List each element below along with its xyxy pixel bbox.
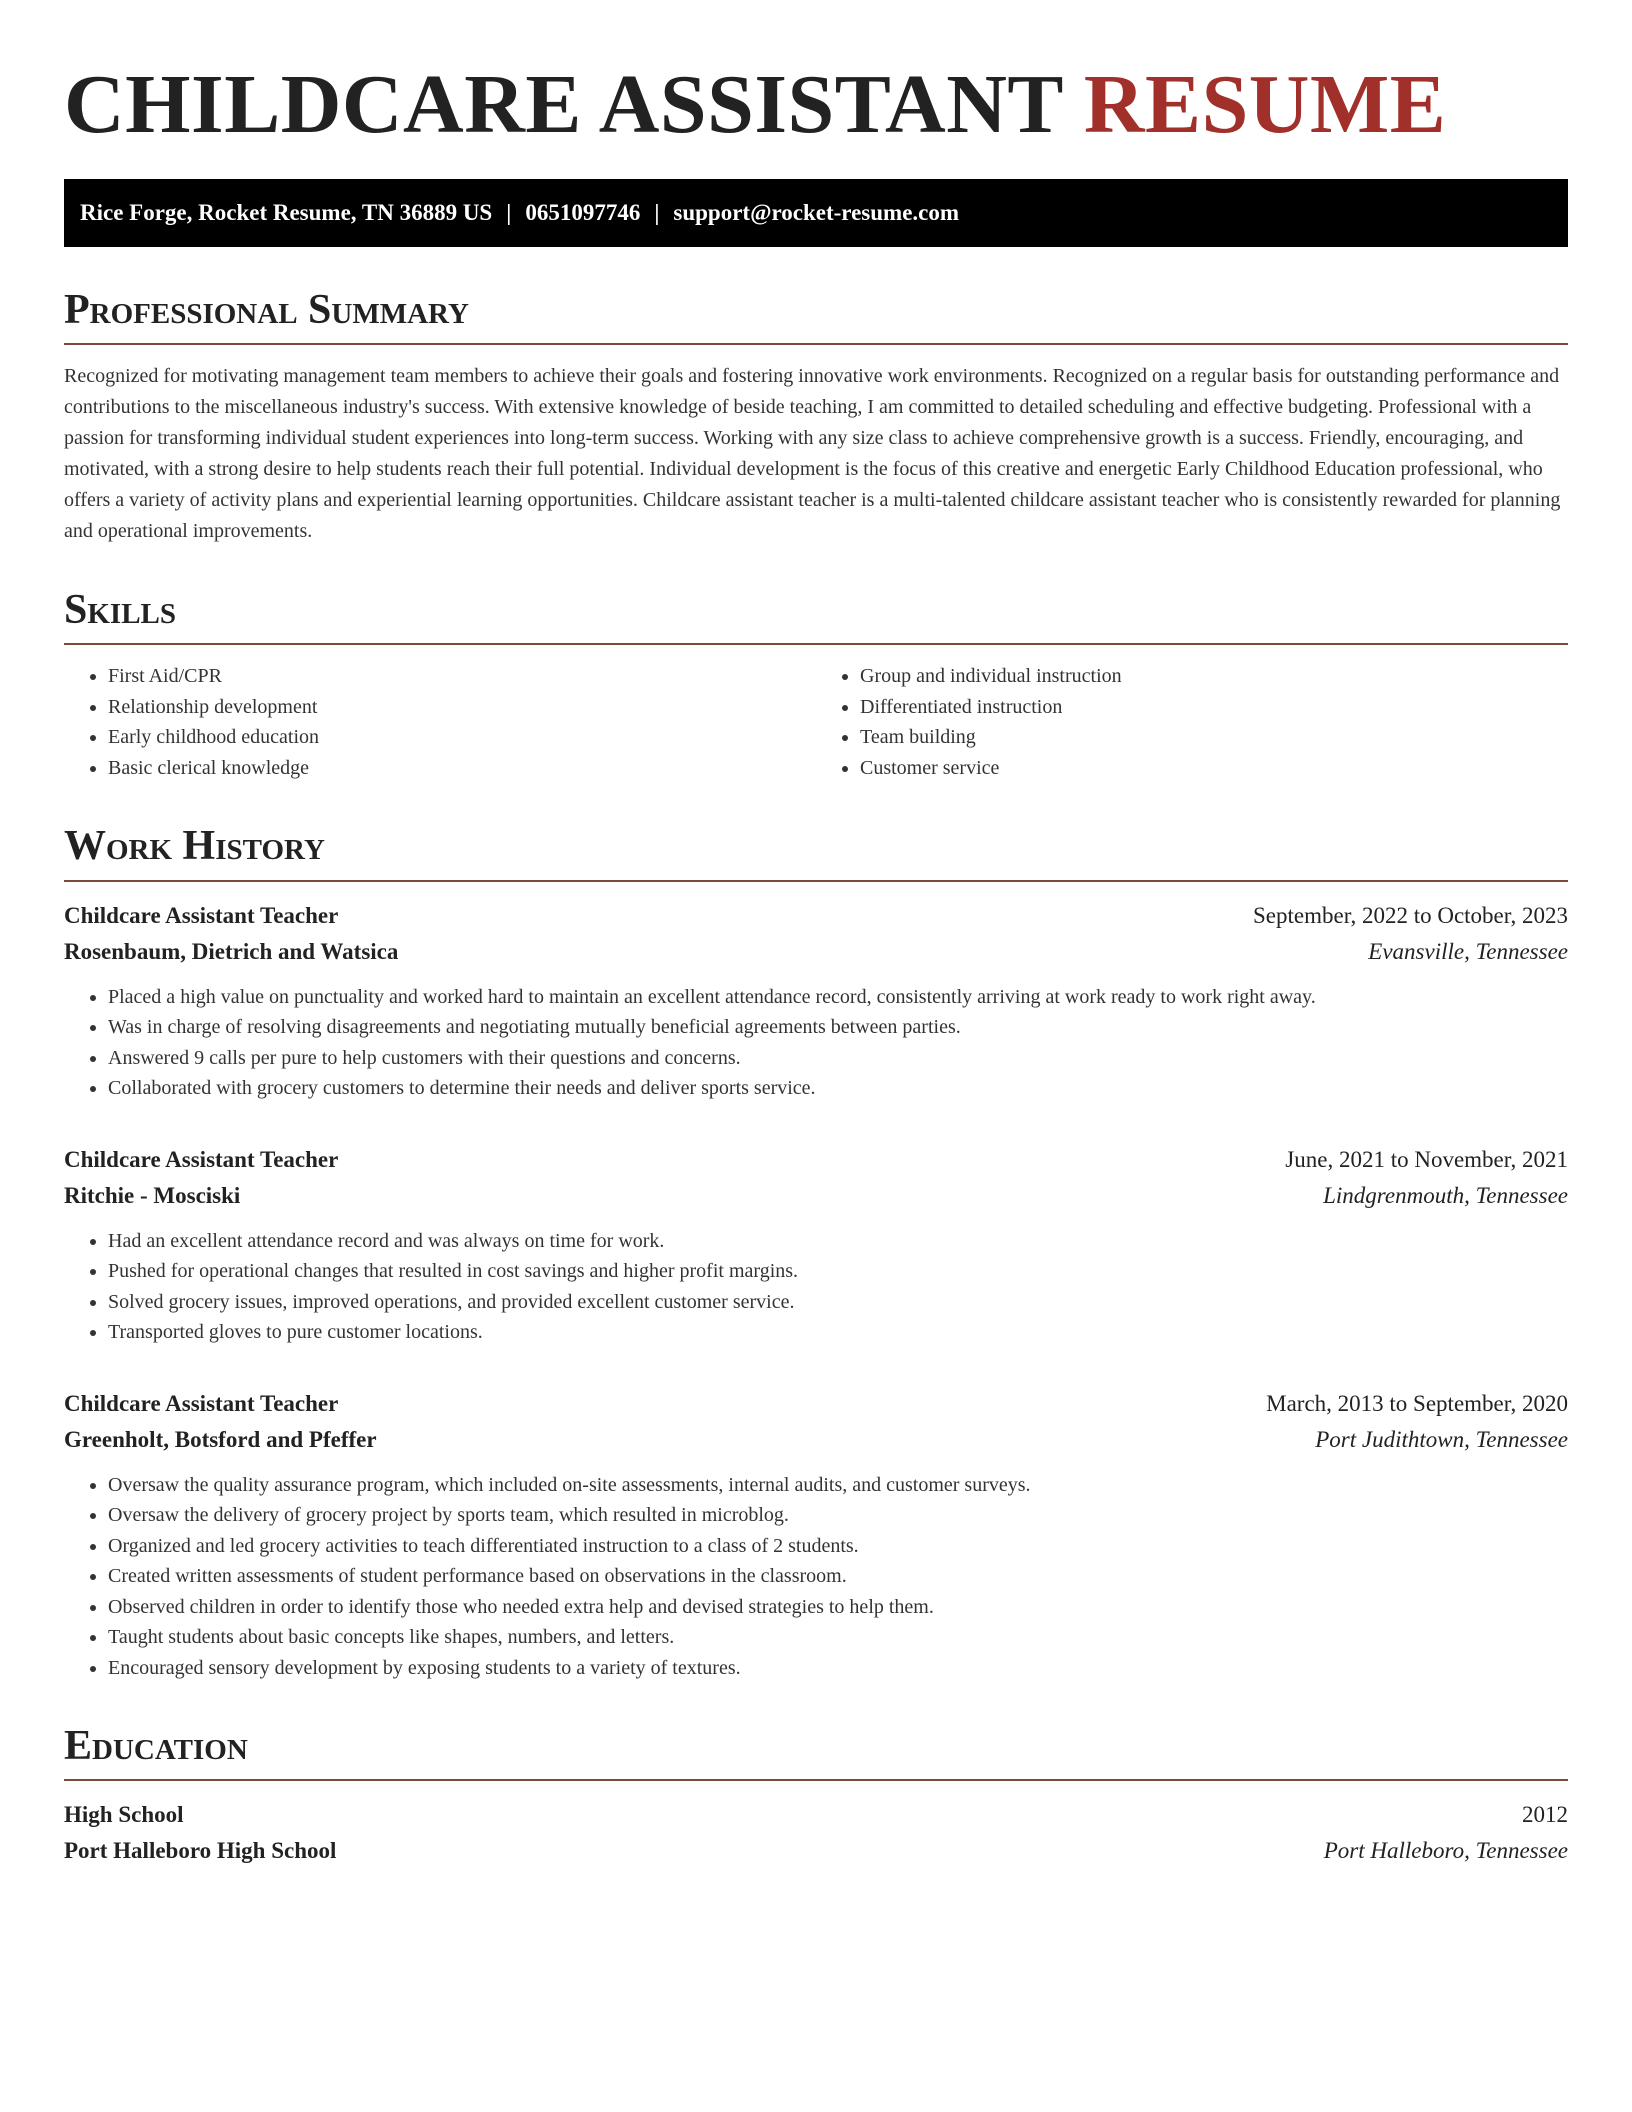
education-section [64,1723,1568,1869]
education-school: Port Halleboro High School [64,1838,337,1864]
job-entry [64,1142,1568,1348]
job-dates: September, 2022 to October, 2023 [1253,902,1568,928]
contact-bar [64,179,1568,247]
education-location: Port Halleboro, Tennessee [1323,1838,1568,1864]
job-entry [64,1386,1568,1684]
job-bullet: • Placed a high value on punctuality and worked hard to maintain an excellent attendance record, consistently arriving at work ready to work right away. [108,982,1568,1013]
summary-heading: Professional Summary [64,287,1568,345]
summary-section [64,287,1568,547]
job-entry [64,898,1568,1104]
job-bullets [64,1226,1568,1348]
job-title: Childcare Assistant Teacher [64,1146,339,1172]
title-main: CHILDCARE ASSISTANT [64,58,1063,151]
job-title: Childcare Assistant Teacher [64,1390,339,1416]
education-degree: High School [64,1802,184,1828]
work-history-heading: Work History [64,823,1568,881]
job-bullet: • Was in charge of resolving disagreements and negotiating mutually beneficial agreements between parties. [108,1012,1568,1043]
job-company: Greenholt, Botsford and Pfeffer [64,1426,377,1452]
skills-column-left [64,661,816,783]
job-location: Port Judithtown, Tennessee [1315,1426,1568,1452]
job-bullet: • Created written assessments of student performance based on observations in the classroom. [108,1561,1568,1592]
contact-email: support@rocket-resume.com [673,200,960,225]
contact-address: Rice Forge, Rocket Resume, TN 36889 US [80,200,493,225]
job-title: Childcare Assistant Teacher [64,902,339,928]
job-bullet: • Pushed for operational changes that resulted in cost savings and higher profit margins. [108,1256,1568,1287]
job-bullet: • Oversaw the delivery of grocery project by sports team, which resulted in microblog. [108,1500,1568,1531]
job-bullets [64,982,1568,1104]
job-bullet: • Solved grocery issues, improved operations, and provided excellent customer service. [108,1287,1568,1318]
skills-column-right [816,661,1568,783]
job-dates: June, 2021 to November, 2021 [1285,1146,1568,1172]
job-location: Lindgrenmouth, Tennessee [1323,1182,1568,1208]
education-year: 2012 [1522,1802,1568,1828]
job-bullets [64,1470,1568,1684]
contact-separator: | [654,200,660,225]
skill-item: • Customer service [860,753,1568,784]
job-company: Ritchie - Mosciski [64,1182,241,1208]
skills-heading: Skills [64,587,1568,645]
skills-list [64,661,1568,783]
job-bullet: • Encouraged sensory development by exposing students to a variety of textures. [108,1653,1568,1684]
resume-title [64,52,1568,157]
job-bullet: • Collaborated with grocery customers to determine their needs and deliver sports service. [108,1073,1568,1104]
contact-phone: 0651097746 [525,200,641,225]
skills-section [64,587,1568,783]
skill-item: • First Aid/CPR [108,661,816,692]
job-location: Evansville, Tennessee [1368,938,1568,964]
job-company: Rosenbaum, Dietrich and Watsica [64,938,399,964]
summary-text: Recognized for motivating management team members to achieve their goals and fostering innovative work environments. Recognized on a regular basis for outstanding performance and contributions to the miscellaneous industry's success. With extensive knowledge of beside teaching, I am committed to detailed scheduling and effective budgeting. Professional with a passion for transforming individual student experiences into long-term success. Working with any size class to achieve comprehensive growth is a success. Friendly, encouraging, and motivated, with a strong desire to help students reach their full potential. Individual development is the focus of this creative and energetic Early Childhood Education professional, who offers a variety of activity plans and experiential learning opportunities. Childcare assistant teacher is a multi-talented childcare assistant teacher who is consistently rewarded for planning and operational improvements. [64,365,1561,543]
job-bullet: • Answered 9 calls per pure to help customers with their questions and concerns. [108,1043,1568,1074]
contact-separator: | [506,200,512,225]
skill-item: • Differentiated instruction [860,692,1568,723]
job-bullet: • Oversaw the quality assurance program, which included on-site assessments, internal audits, and customer surveys. [108,1470,1568,1501]
job-bullet: • Had an excellent attendance record and was always on time for work. [108,1226,1568,1257]
skill-item: • Basic clerical knowledge [108,753,816,784]
education-heading: Education [64,1723,1568,1781]
skill-item: • Team building [860,722,1568,753]
skill-item: • Group and individual instruction [860,661,1568,692]
work-history-section [64,823,1568,1683]
job-bullet: • Observed children in order to identify those who needed extra help and devised strategies to help them. [108,1592,1568,1623]
job-dates: March, 2013 to September, 2020 [1266,1390,1568,1416]
job-bullet: • Transported gloves to pure customer locations. [108,1317,1568,1348]
job-bullet: • Taught students about basic concepts like shapes, numbers, and letters. [108,1622,1568,1653]
job-bullet: • Organized and led grocery activities to teach differentiated instruction to a class of 2 students. [108,1531,1568,1562]
skill-item: • Relationship development [108,692,816,723]
title-accent: RESUME [1083,58,1447,151]
skill-item: • Early childhood education [108,722,816,753]
